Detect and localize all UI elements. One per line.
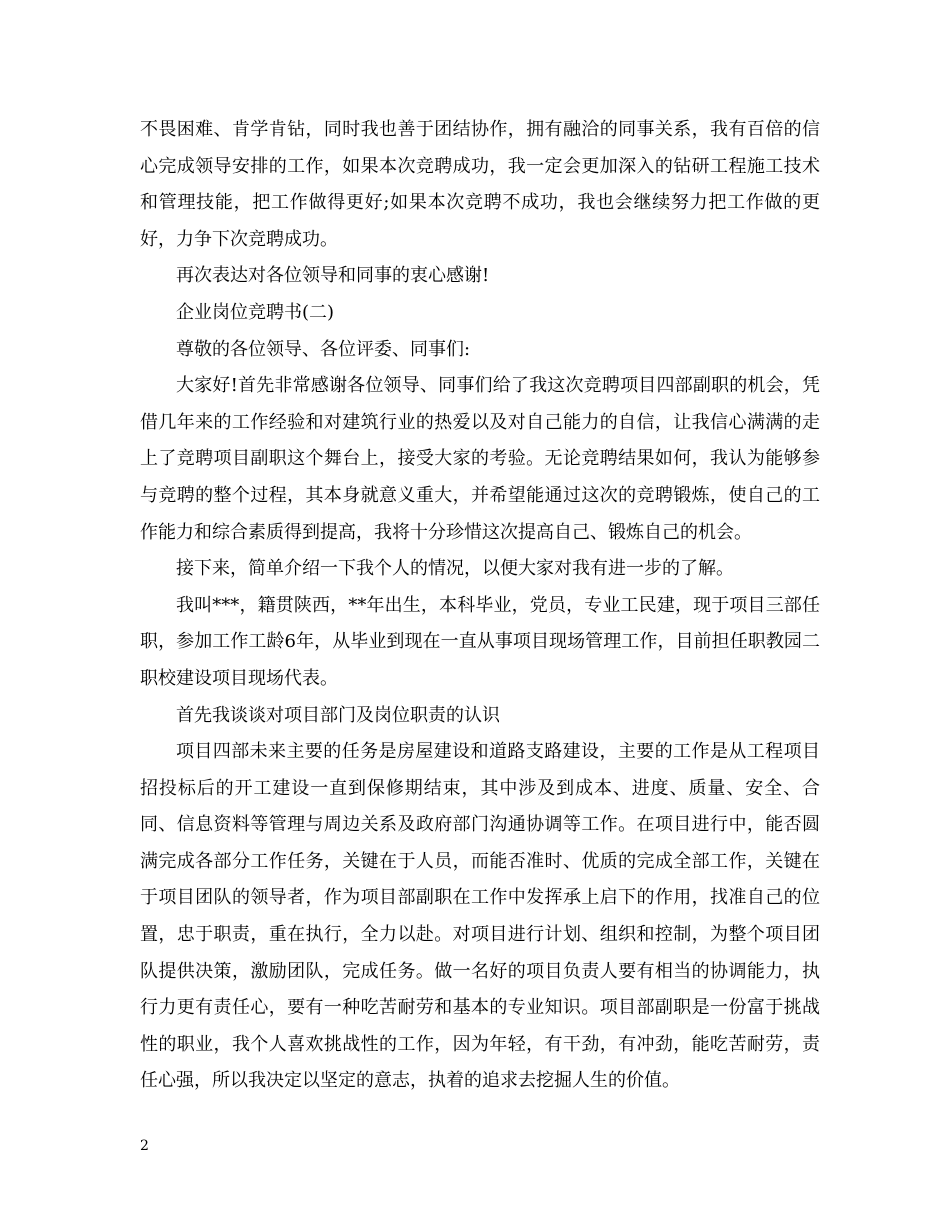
paragraph-9: 项目四部未来主要的任务是房屋建设和道路支路建设，主要的工作是从工程项目招投标后的开工建设一直到保修期结束，其中涉及到成本、进度、质量、安全、合同、信息资料等管理与周边关系及政府部门沟通协调等工作。在项目进行中，能否圆满完成各部分工作任务，关键在于人员，而能否准时、优质的完成全部工作，关键在于项目团队的领导者，作为项目部副职在工作中发挥承上启下的作用，找准自己的位置，忠于职责，重在执行，全力以赴。对项目进行计划、组织和控制，为整个项目团队提供决策，激励团队，完成任务。做一名好的项目负责人要有相当的协调能力，执行力更有责任心，要有一种吃苦耐劳和基本的专业知识。项目部副职是一份富于挑战性的职业，我个人喜欢挑战性的工作，因为年轻，有干劲，有冲劲，能吃苦耐劳，责任心强，所以我决定以坚定的意志，执着的追求去挖掘人生的价值。	[140, 741, 820, 1092]
page-number: 2	[140, 1138, 149, 1154]
paragraph-5: 大家好!首先非常感谢各位领导、同事们给了我这次竞聘项目四部副职的机会，凭借几年来的工作经验和对建筑行业的热爱以及对自己能力的自信，让我信心满满的走上了竞聘项目副职这个舞台上，接受大家的考验。无论竞聘结果如何，我认为能够参与竞聘的整个过程，其本身就意义重大，并希望能通过这次的竞聘锻炼，使自己的工作能力和综合素质得到提高，我将十分珍惜这次提高自己、锻炼自己的机会。	[140, 375, 820, 543]
paragraph-2: 再次表达对各位领导和同事的衷心感谢!	[176, 265, 490, 287]
section-heading: 企业岗位竞聘书(二)	[176, 301, 335, 323]
paragraph-8: 首先我谈谈对项目部门及岗位职责的认识	[176, 704, 500, 726]
paragraph-6: 接下来，简单介绍一下我个人的情况，以便大家对我有进一步的了解。	[176, 558, 734, 580]
salutation: 尊敬的各位领导、各位评委、同事们:	[176, 338, 471, 360]
paragraph-1: 不畏困难、肯学肯钻，同时我也善于团结协作，拥有融洽的同事关系，我有百倍的信心完成领导安排的工作，如果本次竞聘成功，我一定会更加深入的钻研工程施工技术和管理技能，把工作做得更好;如果本次竞聘不成功，我也会继续努力把工作做的更好，力争下次竞聘成功。	[140, 119, 820, 250]
document-body	[140, 112, 820, 1100]
paragraph-7: 我叫***，籍贯陕西，**年出生，本科毕业，党员，专业工民建，现于项目三部任职，参加工作工龄6年，从毕业到现在一直从事项目现场管理工作，目前担任职教园二职校建设项目现场代表。	[140, 594, 820, 689]
